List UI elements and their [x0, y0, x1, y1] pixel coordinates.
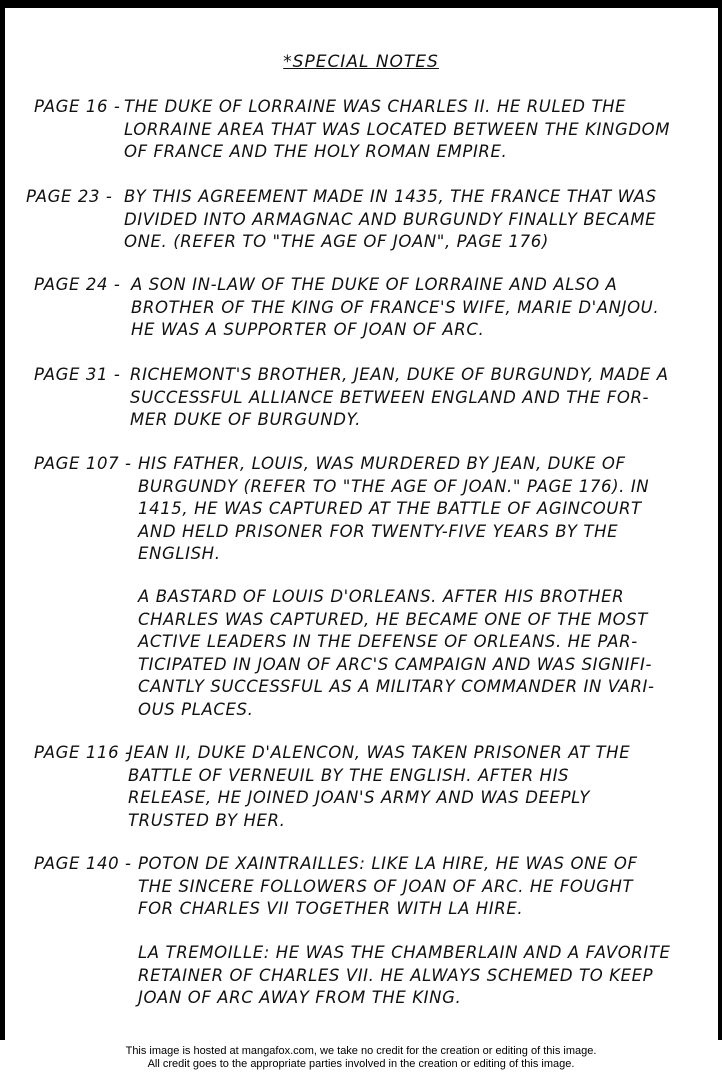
note-line: BATTLE OF VERNEUIL BY THE ENGLISH. AFTER HIS — [128, 765, 570, 785]
note-line: TRUSTED BY HER. — [128, 810, 286, 830]
note-line: JOAN OF ARC AWAY FROM THE KING. — [138, 988, 462, 1007]
note-line: SUCCESSFUL ALLIANCE BETWEEN ENGLAND AND THE FOR- — [130, 387, 650, 407]
note-line: HIS FATHER, LOUIS, WAS MURDERED BY JEAN, DUKE OF — [138, 454, 626, 473]
note-page-label: PAGE 107 - — [34, 454, 132, 473]
note-line: DIVIDED INTO ARMAGNAC AND BURGUNDY FINALLY BECAME — [124, 209, 657, 229]
note-line: RELEASE, HE JOINED JOAN'S ARMY AND WAS DEEPLY — [128, 788, 591, 807]
note-line: ONE. (REFER TO "THE AGE OF JOAN", PAGE 176) — [124, 232, 549, 251]
note-line: A SON IN-LAW OF THE DUKE OF LORRAINE AND ALSO A — [131, 275, 618, 294]
note-page-label: PAGE 116 - — [34, 743, 132, 762]
note-line: TICIPATED IN JOAN OF ARC'S CAMPAIGN AND WAS SIGNIFI- — [138, 654, 653, 674]
note-page-label: PAGE 23 - — [26, 187, 113, 206]
note-line: LA TREMOILLE: HE WAS THE CHAMBERLAIN AND A FAVORITE — [138, 943, 671, 962]
hosting-footer — [0, 1045, 722, 1071]
note-line: CHARLES WAS CAPTURED, HE BECAME ONE OF THE MOST — [138, 609, 648, 629]
note-line: FOR CHARLES VII TOGETHER WITH LA HIRE. — [138, 899, 524, 918]
note-line: OF FRANCE AND THE HOLY ROMAN EMPIRE. — [124, 142, 508, 161]
note-line: LORRAINE AREA THAT WAS LOCATED BETWEEN THE KINGDOM — [124, 119, 671, 139]
note-line: AND HELD PRISONER FOR TWENTY-FIVE YEARS BY THE — [138, 521, 619, 541]
note-line: HE WAS A SUPPORTER OF JOAN OF ARC. — [131, 320, 485, 339]
note-line: OUS PLACES. — [138, 699, 254, 719]
note-line: BY THIS AGREEMENT MADE IN 1435, THE FRANCE THAT WAS — [124, 187, 657, 206]
footer-line: All credit goes to the appropriate parties involved in the creation or editing of this image. — [147, 1058, 575, 1070]
note-line: JEAN II, DUKE D'ALENCON, WAS TAKEN PRISONER AT THE — [128, 743, 631, 762]
note-line: 1415, HE WAS CAPTURED AT THE BATTLE OF AGINCOURT — [138, 499, 642, 518]
note-line: RETAINER OF CHARLES VII. HE ALWAYS SCHEMED TO KEEP — [138, 965, 654, 985]
note-page-label: PAGE 31 - — [34, 365, 121, 384]
note-page-label: PAGE 24 - — [34, 275, 121, 294]
note-line: RICHEMONT'S BROTHER, JEAN, DUKE OF BURGUNDY, MADE A — [130, 365, 669, 384]
note-line: THE DUKE OF LORRAINE WAS CHARLES II. HE RULED THE — [124, 97, 627, 116]
note-line: ENGLISH. — [138, 544, 221, 563]
note-line: BURGUNDY (REFER TO "THE AGE OF JOAN." PAGE 176). IN — [138, 476, 650, 496]
note-line: THE SINCERE FOLLOWERS OF JOAN OF ARC. HE FOUGHT — [138, 876, 634, 896]
note-line: POTON DE XAINTRAILLES: LIKE LA HIRE, HE WAS ONE OF — [138, 854, 638, 873]
note-page-label: PAGE 140 - — [34, 854, 132, 873]
page-title: *SPECIAL NOTES — [283, 52, 439, 72]
note-line: MER DUKE OF BURGUNDY. — [130, 410, 361, 429]
note-line: ACTIVE LEADERS IN THE DEFENSE OF ORLEANS. HE PAR- — [138, 632, 638, 651]
note-line: A BASTARD OF LOUIS D'ORLEANS. AFTER HIS BROTHER — [138, 587, 625, 606]
note-line: CANTLY SUCCESSFUL AS A MILITARY COMMANDER IN VARI- — [138, 677, 655, 696]
footer-line: This image is hosted at mangafox.com, we take no credit for the creation or editing of this image. — [125, 1045, 597, 1057]
note-line: BROTHER OF THE KING OF FRANCE'S WIFE, MARIE D'ANJOU. — [131, 297, 660, 317]
note-page-label: PAGE 16 - — [34, 97, 121, 116]
